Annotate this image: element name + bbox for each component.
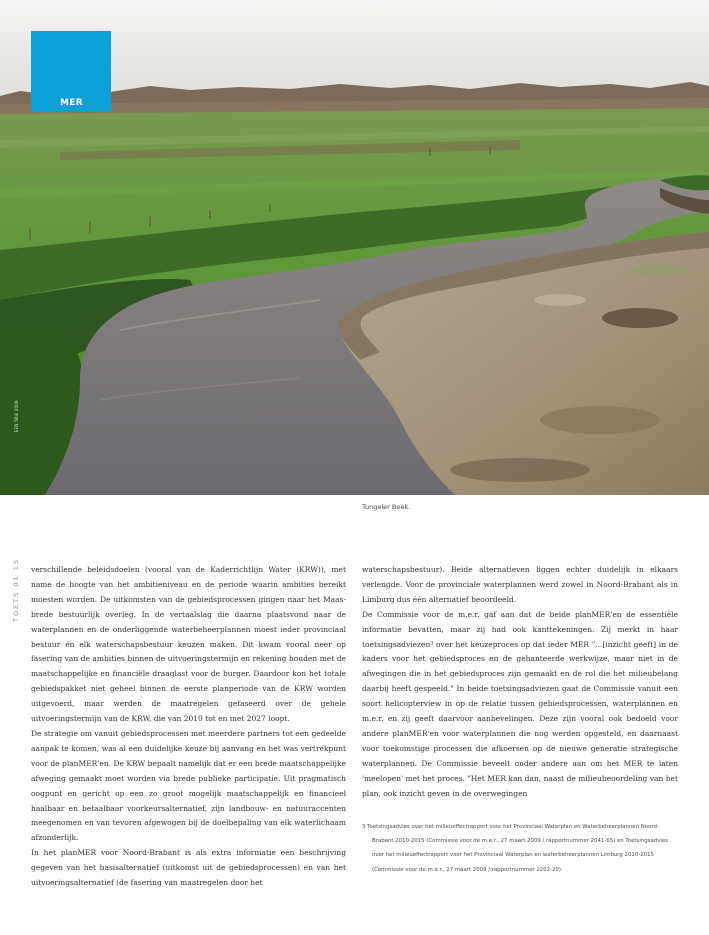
running-head: TOETS 01 15: [12, 558, 20, 622]
right-column: [362, 563, 678, 802]
footnote-block: [362, 820, 678, 877]
section-tab: [31, 31, 111, 111]
left-column: [31, 563, 346, 891]
section-tab-label: MER: [60, 98, 83, 108]
photo-caption: Tungeler Beek.: [362, 503, 411, 511]
paragraph: De Commissie voor de m.e.r. gaf aan dat de beide planMER'en de essentiële informatie bevatten, maar zij had ook kanttekeningen. Zij merkt in haar toetsingsadviezen³ over het keuzeproces op dat ieder MER "...[inzicht geeft] in de kaders voor het gebiedsproces en de gehanteerde werkwijze, maar niet in de afwegingen die in het gebiedsproces zijn gemaakt en de rol die het milieubelang daarbij heeft gespeeld." In beide toetsingsadviezen gaat de Commissie vanuit een soort helicopterview in op de relatie tussen gebiedsprocessen, waterplannen en m.e.r. en zij geeft daarvoor aanbevelingen. Deze zijn vooral ook bedoeld voor andere planMER'en voor waterplannen die nog werden opgesteld, en daarnaast voor toekomstige processen die afkoersen op de nieuwe generatie strategische waterplannen. De Commissie beveelt onder andere aan om het MER te laten 'meelopen' met het proces. "Het MER kan dan, naast de milieubeoordeling van het plan, ook inzicht geven in de overwegingen: [362, 609, 678, 798]
paragraph: waterschapsbestuur). Beide alternatieven liggen echter duidelijk in elkaars verlengde. Voor de provinciale waterplannen werd zowel in Noord-Brabant als in Limburg dus één alternatief beoordeeld.: [362, 565, 678, 604]
paragraph: In het planMER voor Noord-Brabant is als extra informatie een beschrijving gegeven van het basisalternatief (uitkomst uit de gebiedsprocessen) en van het uitvoeringsalternatief (de fasering van maatregelen door het: [31, 848, 346, 888]
footnote: 3 Toetsingsadvies over het milieueffectrapport voor het Provinciaal Waterplan en Waterbeheerplannen Noord-Brabant 2010-2015 (Commissie voor de m.e.r., 27 maart 2009 / rapportnummer 2041-65) en Toetsingsadvies over het milieueffectrapport voor het Provinciaal Waterplan en waterbeheerplannen Limburg 2010-2015 (Commissie voor de m.e.r., 27 maart 2009 / rapportnummer 2202-20).: [362, 824, 669, 873]
paragraph: verschillende beleidsdoelen (vooral van de Kaderrichtlijn Water (KRW)), met name de hoogte van het ambitieniveau en de periode waarin ambities bereikt moesten worden. De uitkomsten van de gebiedsprocessen gingen naar het Maas-brede bestuurlijk overleg. In de vertaalslag die daarna plaatsvond naar de waterplannen en de onderliggende waterbeheerplannen moest ieder provinciaal bestuur én elk waterschapsbestuur keuzen maken. Dit kwam vooral neer op fasering van de ambities binnen de uitvoeringstermijn en rekening houden met de maatschappelijke en financiële draaglast voor de burger. Daardoor kon het totale gebiedspakket niet geheel binnen de eerste planperiode van de KRW worden uitgevoerd, maar werden de maatregelen gefaseerd over de gehele uitvoeringstermijn van de KRW, die van 2010 tot en met 2027 loopt.: [31, 565, 346, 724]
photo-credit: EFN 'Blik 2009: [14, 400, 19, 432]
paragraph: De strategie om vanuit gebiedsprocessen met meerdere partners tot een gedeelde aanpak te komen, was al een duidelijke keuze bij aanvang en het was vertrekpunt voor de planMER'en. De KRW bepaalt namelijk dat er een brede maatschappelijke afweging gemaakt moet worden via brede publieke participatie. Uit pragmatisch oogpunt en gericht op een zo groot mogelijk maatschappelijk en financieel haalbaar en betaalbaar voorkeursalternatief, zijn landbouw- en natuuraccenten meegenomen en van tevoren afgewogen bij de doelbepaling van elk waterlichaam afzonderlijk.: [31, 728, 346, 843]
